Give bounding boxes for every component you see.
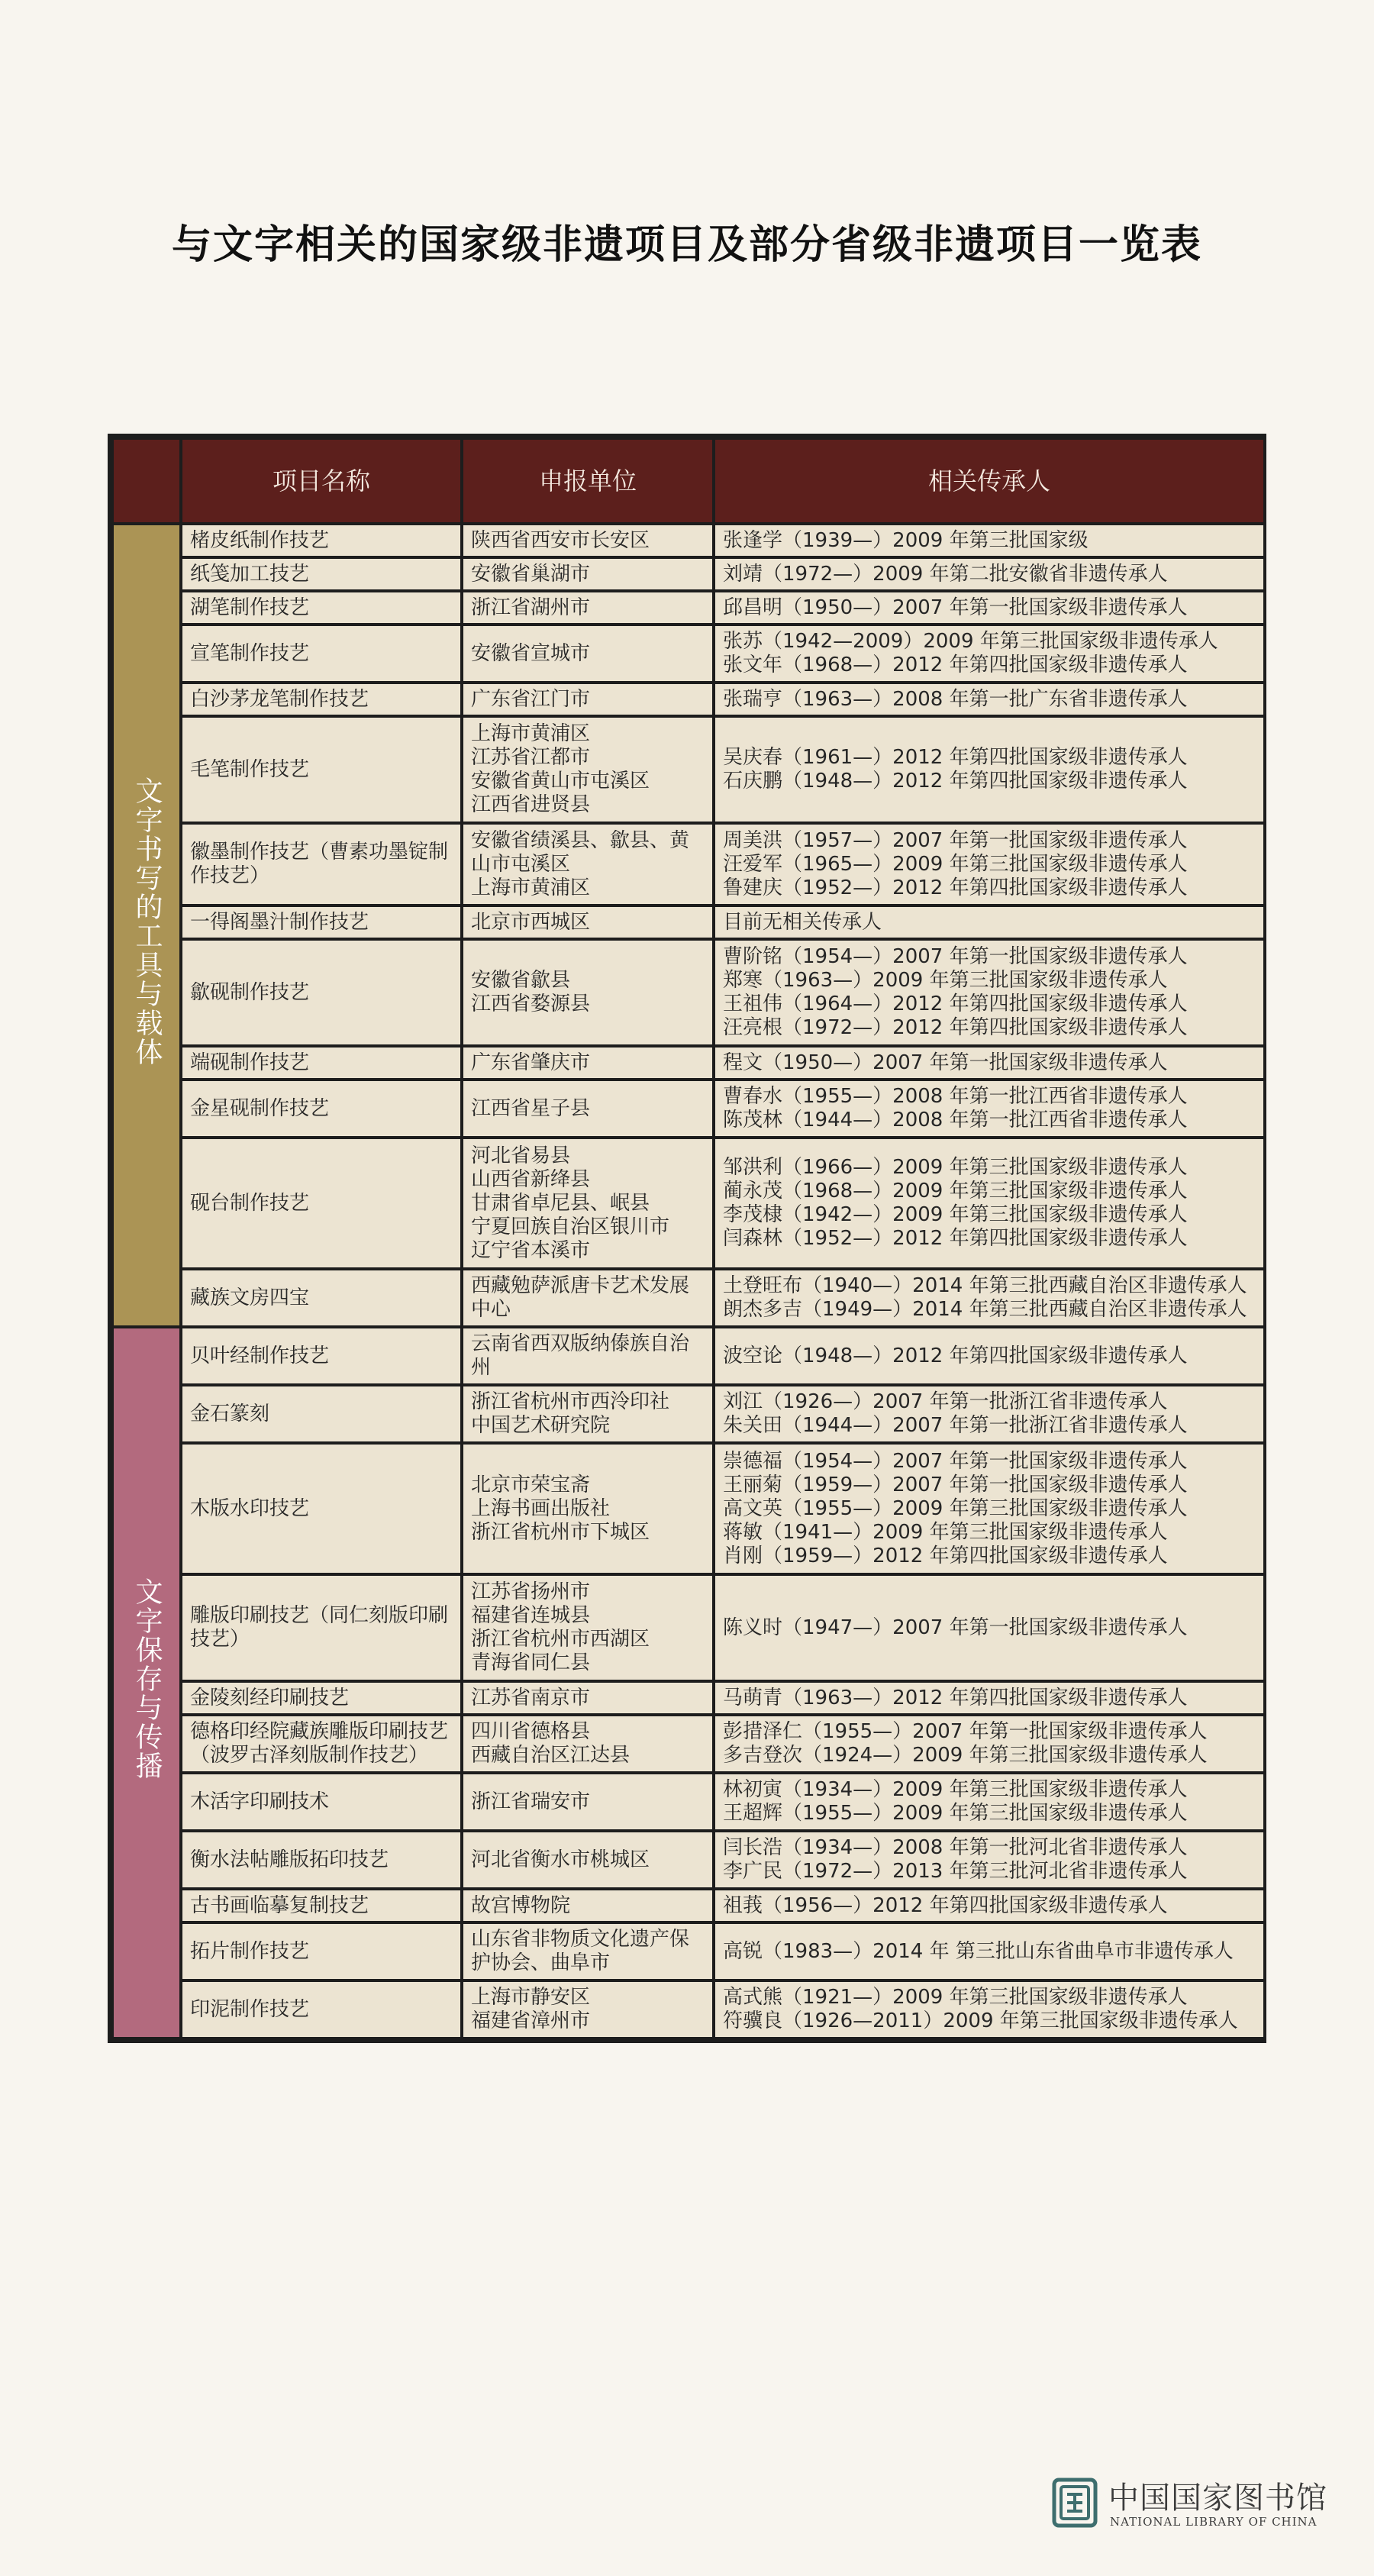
project-name-cell: 金石篆刻 [181,1385,462,1443]
applicant-unit-cell: 江苏省扬州市 福建省连城县 浙江省杭州市西湖区 青海省同仁县 [462,1574,714,1681]
project-name-cell: 湖笔制作技艺 [181,591,462,625]
footer-org-name-en: NATIONAL LIBRARY OF CHINA [1110,2515,1318,2529]
project-name-cell: 古书画临摹复制技艺 [181,1889,462,1922]
project-name-cell: 德格印经院藏族雕版印刷技艺（波罗古泽刻版制作技艺） [181,1715,462,1773]
category-label: 文字书写的工具与载体 [131,776,163,1067]
table-row [112,1715,1265,1773]
table-row [112,1046,1265,1080]
inheritors-cell: 张瑞亨（1963—）2008 年第一批广东省非遗传承人 [714,683,1265,716]
applicant-unit-cell: 浙江省湖州市 [462,591,714,625]
inheritors-cell: 波空论（1948—）2012 年第四批国家级非遗传承人 [714,1327,1265,1385]
category-cell [112,524,181,1327]
applicant-unit-cell: 安徽省宣城市 [462,625,714,683]
inheritors-cell: 土登旺布（1940—）2014 年第三批西藏自治区非遗传承人 朗杰多吉（1949—）2014 年第三批西藏自治区非遗传承人 [714,1269,1265,1327]
project-name-cell: 木版水印技艺 [181,1443,462,1574]
inheritors-cell: 刘江（1926—）2007 年第一批浙江省非遗传承人 朱关田（1944—）2007 年第一批浙江省非遗传承人 [714,1385,1265,1443]
project-name-cell: 雕版印刷技艺（同仁刻版印刷技艺） [181,1574,462,1681]
applicant-unit-cell: 浙江省瑞安市 [462,1773,714,1831]
page-title: 与文字相关的国家级非遗项目及部分省级非遗项目一览表 [171,221,1202,268]
applicant-unit-cell: 安徽省巢湖市 [462,557,714,591]
applicant-unit-cell: 北京市荣宝斋 上海书画出版社 浙江省杭州市下城区 [462,1443,714,1574]
applicant-unit-cell: 上海市黄浦区 江苏省江都市 安徽省黄山市屯溪区 江西省进贤县 [462,716,714,823]
inheritors-cell: 邹洪利（1966—）2009 年第三批国家级非遗传承人 蔺永茂（1968—）2009 年第三批国家级非遗传承人 李茂棣（1942—）2009 年第三批国家级非遗传承人 闫森林（1952—）2012 年第四批国家级非遗传承人 [714,1138,1265,1269]
table-row [112,1773,1265,1831]
table-row [112,1443,1265,1574]
applicant-unit-cell: 广东省肇庆市 [462,1046,714,1080]
category-label: 文字保存与传播 [131,1577,163,1780]
project-name-cell: 印泥制作技艺 [181,1980,462,2039]
applicant-unit-cell: 山东省非物质文化遗产保护协会、曲阜市 [462,1922,714,1980]
applicant-unit-cell: 北京市西城区 [462,905,714,939]
project-name-cell: 宣笔制作技艺 [181,625,462,683]
inheritors-cell: 马萌青（1963—）2012 年第四批国家级非遗传承人 [714,1681,1265,1715]
table-row [112,1831,1265,1889]
project-name-cell: 端砚制作技艺 [181,1046,462,1080]
table-row [112,1574,1265,1681]
project-name-cell: 木活字印刷技术 [181,1773,462,1831]
footer-org-name-cn: 中国国家图书馆 [1108,2481,1327,2516]
inheritors-cell: 彭措泽仁（1955—）2007 年第一批国家级非遗传承人 多吉登次（1924—）2009 年第三批国家级非遗传承人 [714,1715,1265,1773]
inheritors-cell: 高锐（1983—）2014 年 第三批山东省曲阜市非遗传承人 [714,1922,1265,1980]
table-row [112,1889,1265,1922]
applicant-unit-cell: 浙江省杭州市西泠印社 中国艺术研究院 [462,1385,714,1443]
inheritors-cell: 邱昌明（1950—）2007 年第一批国家级非遗传承人 [714,591,1265,625]
table-row [112,1080,1265,1138]
category-cell [112,1327,181,2039]
table-row [112,683,1265,716]
project-name-cell: 金陵刻经印刷技艺 [181,1681,462,1715]
project-name-cell: 楮皮纸制作技艺 [181,524,462,557]
applicant-unit-cell: 河北省易县 山西省新绛县 甘肃省卓尼县、岷县 宁夏回族自治区银川市 辽宁省本溪市 [462,1138,714,1269]
heritage-table [108,434,1266,2043]
table-row [112,1922,1265,1980]
table-row [112,625,1265,683]
applicant-unit-cell: 江西省星子县 [462,1080,714,1138]
applicant-unit-cell: 河北省衡水市桃城区 [462,1831,714,1889]
inheritors-cell: 刘靖（1972—）2009 年第二批安徽省非遗传承人 [714,557,1265,591]
inheritors-cell: 曹阶铭（1954—）2007 年第一批国家级非遗传承人 郑寒（1963—）2009 年第三批国家级非遗传承人 王祖伟（1964—）2012 年第四批国家级非遗传承人 汪亮根（1972—）2012 年第四批国家级非遗传承人 [714,939,1265,1046]
inheritors-cell: 吴庆春（1961—）2012 年第四批国家级非遗传承人 石庆鹏（1948—）2012 年第四批国家级非遗传承人 [714,716,1265,823]
project-name-cell: 藏族文房四宝 [181,1269,462,1327]
table-row [112,1980,1265,2039]
project-name-cell: 砚台制作技艺 [181,1138,462,1269]
applicant-unit-cell: 西藏勉萨派唐卡艺术发展中心 [462,1269,714,1327]
applicant-unit-cell: 故宫博物院 [462,1889,714,1922]
applicant-unit-cell: 安徽省绩溪县、歙县、黄山市屯溪区 上海市黄浦区 [462,823,714,905]
inheritors-cell: 祖莪（1956—）2012 年第四批国家级非遗传承人 [714,1889,1265,1922]
table-header-row [112,438,1265,524]
table-row [112,557,1265,591]
library-seal-icon [1052,2478,1098,2528]
applicant-unit-cell: 云南省西双版纳傣族自治州 [462,1327,714,1385]
table-row [112,905,1265,939]
table-row [112,823,1265,905]
project-name-cell: 歙砚制作技艺 [181,939,462,1046]
header-blank-cell [112,438,181,524]
inheritors-cell: 周美洪（1957—）2007 年第一批国家级非遗传承人 汪爱军（1965—）2009 年第三批国家级非遗传承人 鲁建庆（1952—）2012 年第四批国家级非遗传承人 [714,823,1265,905]
applicant-unit-cell: 安徽省歙县 江西省婺源县 [462,939,714,1046]
table-row [112,1385,1265,1443]
inheritors-cell: 曹春水（1955—）2008 年第一批江西省非遗传承人 陈茂林（1944—）2008 年第一批江西省非遗传承人 [714,1080,1265,1138]
project-name-cell: 金星砚制作技艺 [181,1080,462,1138]
table-row [112,1681,1265,1715]
applicant-unit-cell: 江苏省南京市 [462,1681,714,1715]
project-name-cell: 毛笔制作技艺 [181,716,462,823]
project-name-cell: 白沙茅龙笔制作技艺 [181,683,462,716]
table-row [112,1327,1265,1385]
inheritors-cell: 目前无相关传承人 [714,905,1265,939]
project-name-cell: 徽墨制作技艺（曹素功墨锭制作技艺） [181,823,462,905]
project-name-cell: 拓片制作技艺 [181,1922,462,1980]
applicant-unit-cell: 广东省江门市 [462,683,714,716]
table-row [112,1138,1265,1269]
inheritors-cell: 林初寅（1934—）2009 年第三批国家级非遗传承人 王超辉（1955—）2009 年第三批国家级非遗传承人 [714,1773,1265,1831]
project-name-cell: 一得阁墨汁制作技艺 [181,905,462,939]
table-row [112,939,1265,1046]
header-inheritors: 相关传承人 [714,438,1265,524]
header-project-name: 项目名称 [181,438,462,524]
header-applicant-unit: 申报单位 [462,438,714,524]
applicant-unit-cell: 陕西省西安市长安区 [462,524,714,557]
applicant-unit-cell: 四川省德格县 西藏自治区江达县 [462,1715,714,1773]
project-name-cell: 纸笺加工技艺 [181,557,462,591]
project-name-cell: 衡水法帖雕版拓印技艺 [181,1831,462,1889]
inheritors-cell: 张苏（1942—2009）2009 年第三批国家级非遗传承人 张文年（1968—）2012 年第四批国家级非遗传承人 [714,625,1265,683]
inheritors-cell: 闫长浩（1934—）2008 年第一批河北省非遗传承人 李广民（1972—）2013 年第三批河北省非遗传承人 [714,1831,1265,1889]
inheritors-cell: 陈义时（1947—）2007 年第一批国家级非遗传承人 [714,1574,1265,1681]
table-row [112,1269,1265,1327]
inheritors-cell: 程文（1950—）2007 年第一批国家级非遗传承人 [714,1046,1265,1080]
project-name-cell: 贝叶经制作技艺 [181,1327,462,1385]
inheritors-cell: 崇德福（1954—）2007 年第一批国家级非遗传承人 王丽菊（1959—）2007 年第一批国家级非遗传承人 高文英（1955—）2009 年第三批国家级非遗传承人 蒋敏（1941—）2009 年第三批国家级非遗传承人 肖刚（1959—）2012 年第四批国家级非遗传承人 [714,1443,1265,1574]
table-row [112,591,1265,625]
table-row [112,524,1265,557]
table-row [112,716,1265,823]
inheritors-cell: 高式熊（1921—）2009 年第三批国家级非遗传承人 符骥良（1926—2011）2009 年第三批国家级非遗传承人 [714,1980,1265,2039]
inheritors-cell: 张逢学（1939—）2009 年第三批国家级 [714,524,1265,557]
applicant-unit-cell: 上海市静安区 福建省漳州市 [462,1980,714,2039]
